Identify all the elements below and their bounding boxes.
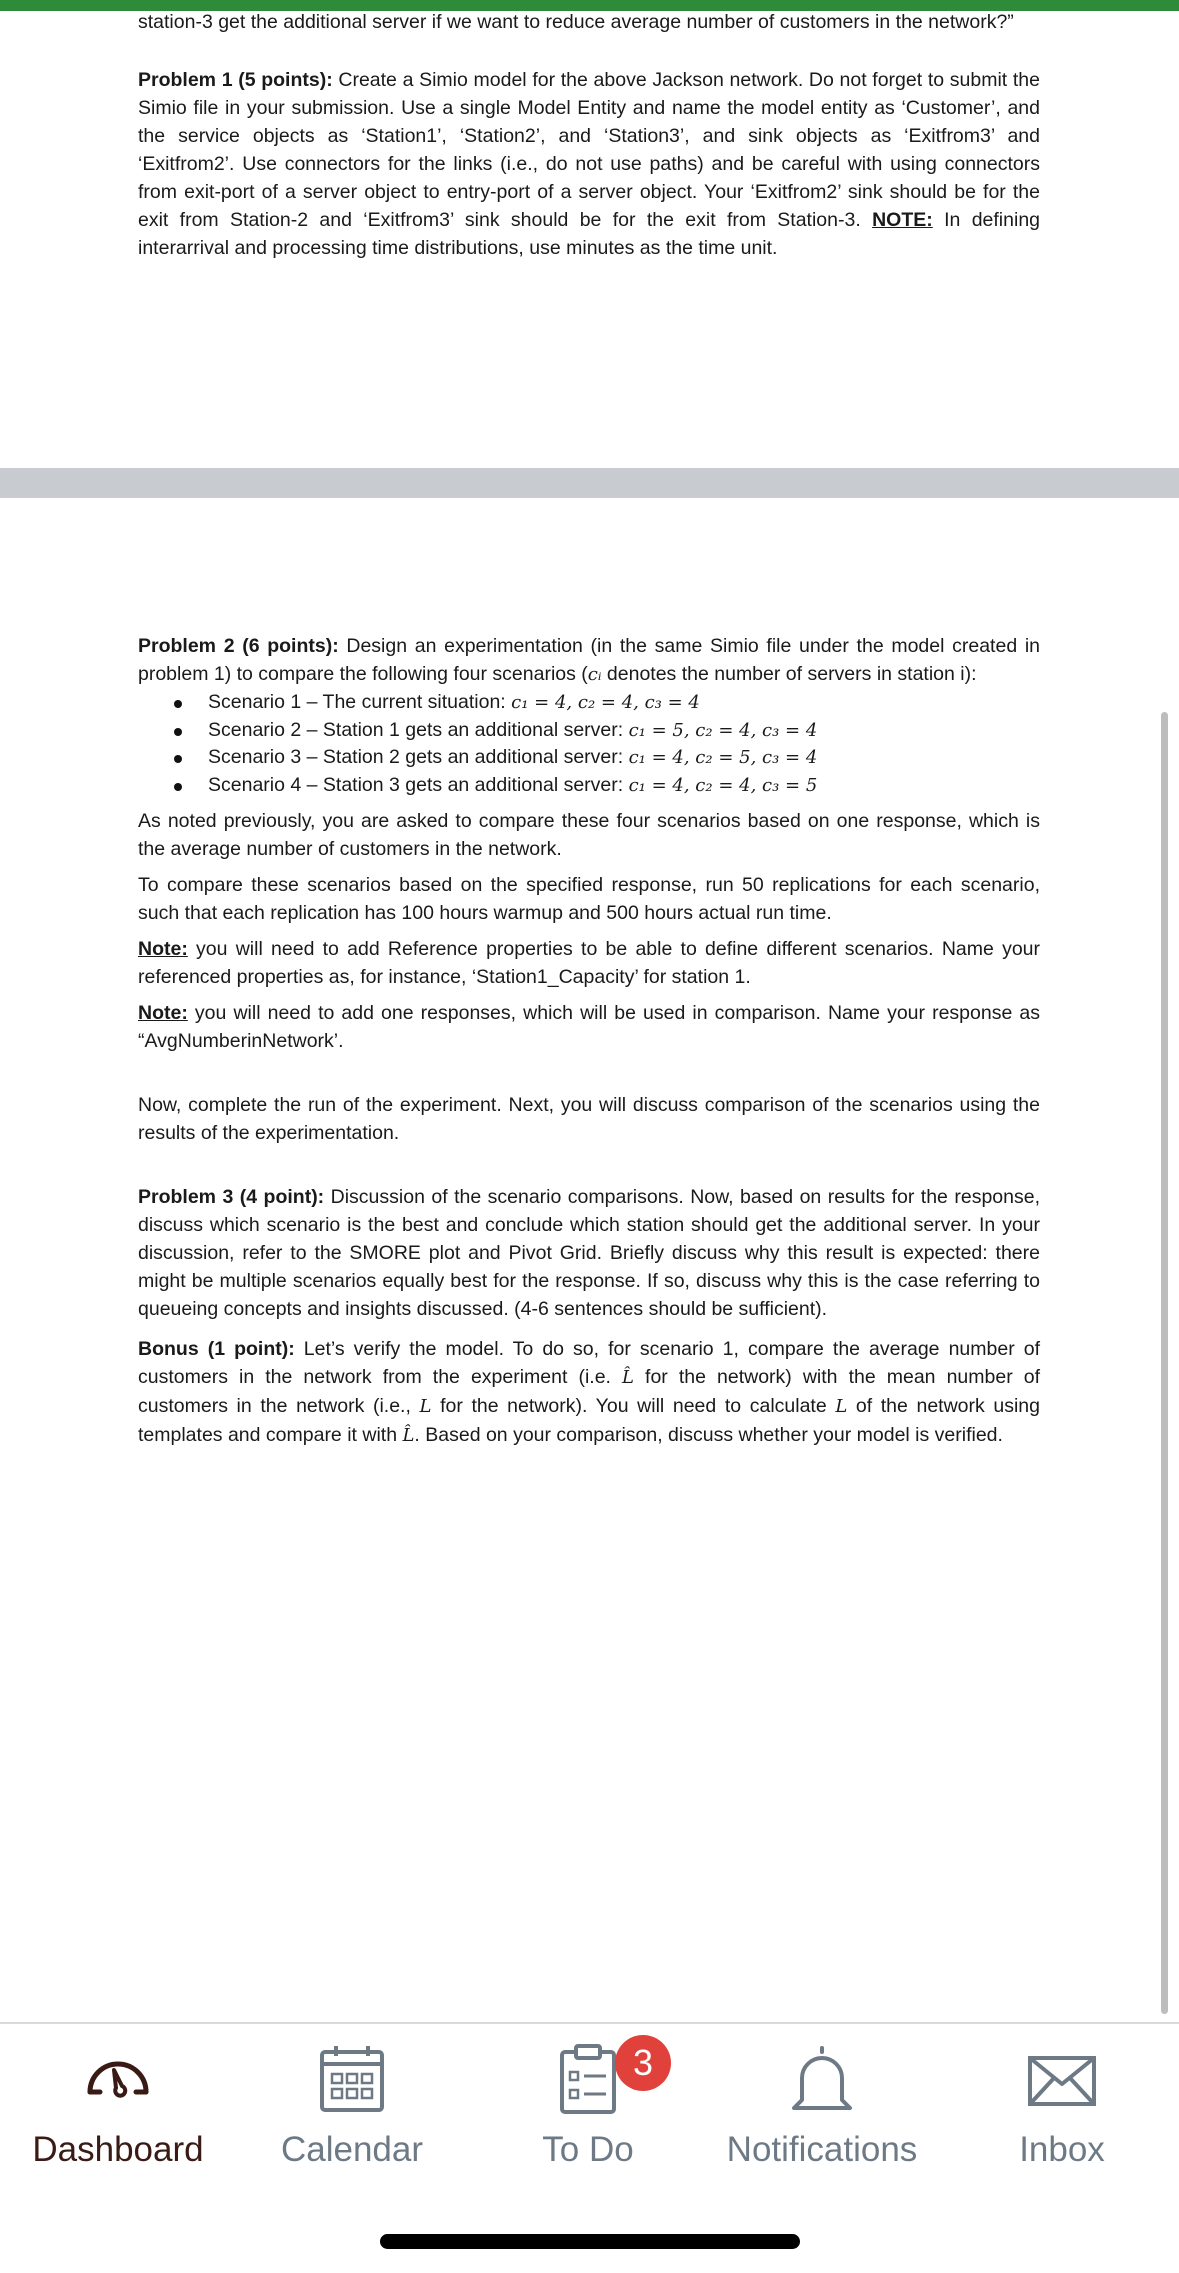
problem-1-title: Problem 1 (5 points): (138, 69, 333, 91)
tab-calendar[interactable] (252, 2030, 452, 2180)
scenario-text: Scenario 3 – Station 2 gets an additional server: (208, 746, 629, 768)
document-page-1 (138, 8, 1040, 262)
scenario-math: c₁ = 5, c₂ = 4, c₃ = 4 (628, 719, 818, 741)
problem-2-intro-math: cᵢ (587, 664, 602, 685)
scenario-math: c₁ = 4, c₂ = 4, c₃ = 4 (511, 692, 700, 713)
tab-inbox-label: Inbox (1019, 2130, 1105, 2169)
bonus-math: L (419, 1396, 432, 1417)
tab-calendar-label: Calendar (280, 2130, 424, 2169)
dashboard-gauge-icon (78, 2040, 158, 2120)
document-page-2 (138, 632, 1040, 1450)
tab-dashboard-label: Dashboard (32, 2130, 204, 2169)
bell-icon (782, 2040, 862, 2120)
scenario-item (138, 744, 1040, 772)
tab-notifications[interactable] (712, 2030, 932, 2180)
bonus-text: . Based on your comparison, discuss whether your model is verified. (414, 1424, 1003, 1446)
tab-notifications-label: Notifications (726, 2130, 918, 2169)
problem-2-intro-a: Design an experimentation (in the same Simio file under the model created in problem 1) to compare the following four scenarios ( (138, 635, 1041, 685)
note-label: Note: (138, 938, 188, 960)
scenario-text: Scenario 1 – The current situation: (208, 691, 512, 713)
scenario-math: c₁ = 4, c₂ = 4, c₃ = 5 (628, 774, 818, 796)
note-response (138, 999, 1040, 1055)
bonus-text: for the network). You will need to calculate (431, 1395, 836, 1417)
scenario-item (138, 689, 1040, 717)
tab-todo-label: To Do (542, 2130, 634, 2169)
scenario-list (138, 689, 1040, 799)
problem-1-paragraph (138, 66, 1040, 262)
note-reference-properties (138, 935, 1040, 991)
problem-1-note-label: NOTE: (872, 209, 933, 231)
problem-1-body: Create a Simio model for the above Jackson network. Do not forget to submit the Simio file in your submission. Use a single Model Entity and name the model entity as ‘Customer’, and the service objects as ‘Station1’, ‘Station2’, and ‘Station3’, and sink objects as ‘Exitfrom3’ and ‘Exitfrom2’. Use connectors for the links (i.e., do not use paths) and be careful with using connectors from exit-port of a server object to entry-port of a server object. Your ‘Exitfrom2’ sink should be for the exit from Station-2 and ‘Exitfrom3’ sink should be for the exit from Station-3. (138, 69, 1040, 231)
tab-bar-divider (0, 2022, 1179, 2024)
continued-line: station-3 get the additional server if we want to reduce average number of customers in the network?” (138, 11, 1014, 33)
bonus-text: for the network) with the mean number of customers in the network (i.e., (138, 1366, 1041, 1417)
page-separator (0, 468, 1179, 498)
problem-1-note-text: In defining interarrival and processing time distributions, use minutes as the time unit. (138, 209, 1041, 259)
note-label: Note: (138, 1002, 188, 1024)
bullet-icon (174, 728, 182, 736)
scenario-text: Scenario 2 – Station 1 gets an additional server: (208, 718, 629, 741)
bonus-math: L (835, 1396, 848, 1417)
tab-dashboard[interactable] (18, 2030, 218, 2180)
note-text: you will need to add Reference properties to be able to define different scenarios. Name your referenced properties as, for instance, ‘Station1_Capacity’ for station 1. (138, 938, 1040, 988)
response-paragraph: As noted previously, you are asked to compare these four scenarios based on one response, which is the average number of customers in the network. (138, 810, 1040, 860)
calendar-icon (312, 2040, 392, 2120)
bonus-title: Bonus (1 point): (138, 1338, 295, 1360)
vertical-scrollbar[interactable] (1161, 712, 1168, 2014)
bonus-math: L̂ (622, 1367, 634, 1388)
bullet-icon (174, 783, 182, 791)
replications-paragraph: To compare these scenarios based on the specified response, run 50 replications for each scenario, such that each replication has 100 hours warmup and 500 hours actual run time. (138, 874, 1040, 924)
problem-2-intro (138, 632, 1040, 689)
scenario-item (138, 717, 1040, 745)
problem-3-paragraph (138, 1183, 1040, 1323)
problem-3-title: Problem 3 (4 point): (138, 1186, 325, 1208)
bullet-icon (174, 700, 182, 708)
bullet-icon (174, 755, 182, 763)
run-experiment-paragraph: Now, complete the run of the experiment. Next, you will discuss comparison of the scenarios using the results of the experimentation. (138, 1094, 1040, 1144)
bonus-text: of the network using templates and compare it with (138, 1395, 1040, 1446)
problem-3-body: Discussion of the scenario comparisons. Now, based on results for the response, discuss which scenario is the best and conclude which station should get the additional server. In your discussion, refer to the SMORE plot and Pivot Grid. Briefly discuss why this result is expected: there might be multiple scenarios equally best for the response. If so, discuss why this is the case referring to queueing concepts and insights discussed. (4-6 sentences should be sufficient). (138, 1186, 1040, 1320)
scenario-math: c₁ = 4, c₂ = 5, c₃ = 4 (628, 747, 818, 768)
todo-count-badge: 3 (615, 2035, 671, 2091)
problem-2-title: Problem 2 (6 points): (138, 635, 339, 657)
tab-inbox[interactable] (962, 2030, 1162, 2180)
home-indicator[interactable] (380, 2234, 800, 2249)
bonus-paragraph (138, 1335, 1040, 1450)
scenario-item (138, 772, 1040, 800)
envelope-icon (1022, 2040, 1102, 2120)
scenario-text: Scenario 4 – Station 3 gets an additional server: (208, 773, 629, 796)
bonus-math: L̂ (402, 1425, 415, 1446)
note-text: you will need to add one responses, which will be used in comparison. Name your response as “AvgNumberinNetwork’. (138, 1002, 1040, 1052)
problem-2-intro-b: denotes the number of servers in station i): (601, 663, 977, 685)
bonus-text: Let’s verify the model. To do so, for scenario 1, compare the average number of customers in the network from the experiment (i.e. (138, 1338, 1041, 1388)
